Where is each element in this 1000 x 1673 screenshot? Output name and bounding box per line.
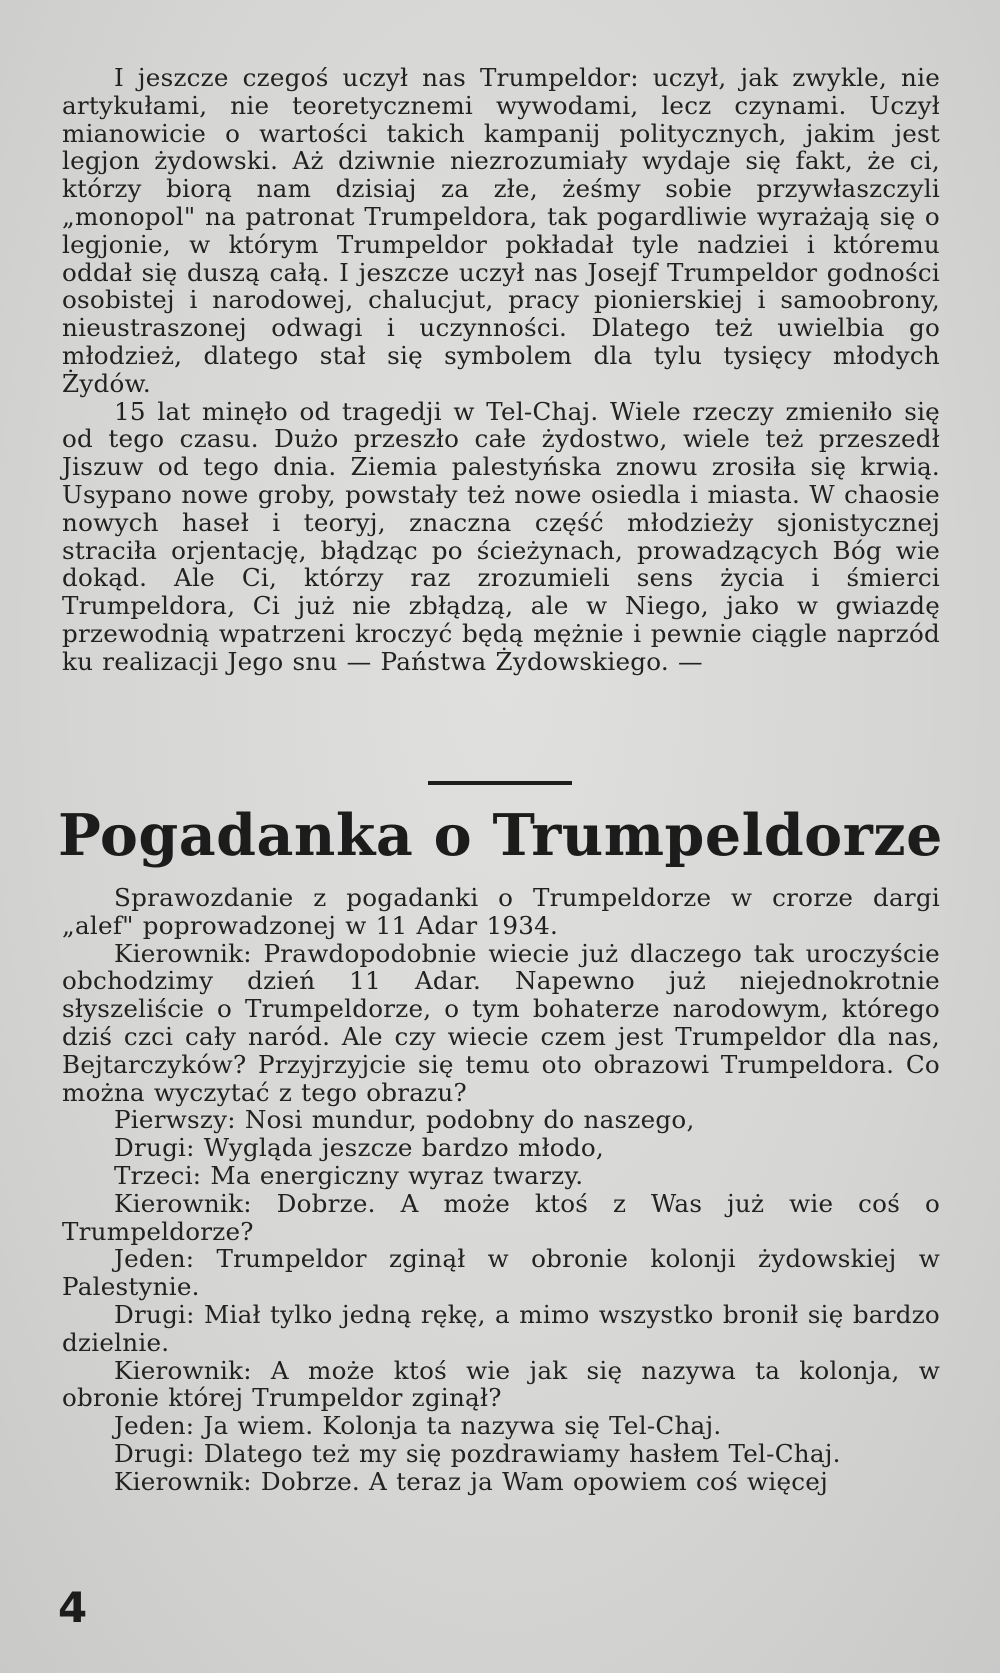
article-top bbox=[62, 64, 940, 676]
dialogue-line: Drugi: Miał tylko jedną rękę, a mimo wszystko bronił się bardzo dzielnie. bbox=[62, 1299, 940, 1357]
dialogue-line: Jeden: Trumpeldor zginął w obronie kolonji żydowskiej w Palestynie. bbox=[62, 1244, 940, 1302]
headline: Pogadanka o Trumpeldorze bbox=[58, 802, 943, 869]
dialogue-line: Kierownik: A może ktoś wie jak się nazywa ta kolonja, w obronie której Trumpeldor zginął? bbox=[62, 1355, 940, 1413]
dialogue-line: Kierownik: Prawdopodobnie wiecie już dlaczego tak uroczyście obchodzimy dzień 11 Adar. Napewno już niejednokrotnie słyszeliście o Trumpeldorze, o tym bohaterze narodowym, którego dziś czci cały naród. Ale czy wiecie czem jest Trumpeldor dla nas, Bejtarczyków? Przyjrzyjcie się temu oto obrazowi Trumpeldora. Co można wyczytać z tego obrazu? bbox=[62, 938, 940, 1107]
paragraph: 15 lat minęło od tragedji w Tel-Chaj. Wiele rzeczy zmieniło się od tego czasu. Dużo przeszło całe żydostwo, wiele też przeszedł Jiszuw od tego dnia. Ziemia palestyńska znowu zrosiła się krwią. Usypano nowe groby, powstały też nowe osiedla i miasta. W chaosie nowych haseł i teoryj, znaczna część młodzieży sjonistycznej straciła orjentację, błądząc po ścieżynach, prowadzących Bóg wie dokąd. Ale Ci, którzy raz zrozumieli sens życia i śmierci Trumpeldora, Ci już nie zbłądzą, ale w Niego, jako w gwiazdę przewodnią wpatrzeni kroczyć będą mężnie i pewnie ciągle naprzód ku realizacji Jego snu — Państwa Żydowskiego. — bbox=[62, 396, 940, 676]
dialogue-line: Trzeci: Ma energiczny wyraz twarzy. bbox=[114, 1160, 584, 1190]
paragraph: I jeszcze czegoś uczył nas Trumpeldor: uczył, jak zwykle, nie artykułami, nie teoretycznemi wywodami, lecz czynami. Uczył mianowicie o wartości takich kampanij politycznych, jakim jest legjon żydowski. Aż dziwnie niezrozumiały wydaje się fakt, że ci, którzy biorą nam dzisiaj za złe, żeśmy sobie przywłaszczyli „monopol" na patronat Trumpeldora, tak pogardliwie wyrażają się o legjonie, w którym Trumpeldor pokładał tyle nadziei i któremu oddał się duszą całą. I jeszcze uczył nas Josejf Trumpeldor godności osobistej i narodowej, chalucjut, pracy pionierskiej i samoobrony, nieustraszonej odwagi i uczynności. Dlatego też uwielbia go młodzież, dlatego stał się symbolem dla tylu tysięcy młodych Żydów. bbox=[62, 63, 940, 398]
article-bottom bbox=[62, 884, 940, 1496]
page-number: 4 bbox=[58, 1583, 88, 1632]
dialogue-line: Drugi: Wygląda jeszcze bardzo młodo, bbox=[114, 1133, 604, 1163]
dialogue-line: Drugi: Dlatego też my się pozdrawiamy hasłem Tel-Chaj. bbox=[114, 1438, 841, 1468]
dialogue-line: Kierownik: Dobrze. A może ktoś z Was już wie coś o Trumpeldorze? bbox=[62, 1188, 940, 1246]
dialogue-line: Kierownik: Dobrze. A teraz ja Wam opowiem coś więcej bbox=[114, 1466, 828, 1496]
intro-paragraph: Sprawozdanie z pogadanki o Trumpeldorze w crorze dargi „alef" poprowadzonej w 11 Adar 1934. bbox=[62, 883, 940, 940]
section-divider bbox=[428, 781, 572, 785]
dialogue-line: Jeden: Ja wiem. Kolonja ta nazywa się Tel-Chaj. bbox=[114, 1411, 722, 1441]
dialogue-line: Pierwszy: Nosi mundur, podobny do naszego, bbox=[114, 1105, 695, 1135]
